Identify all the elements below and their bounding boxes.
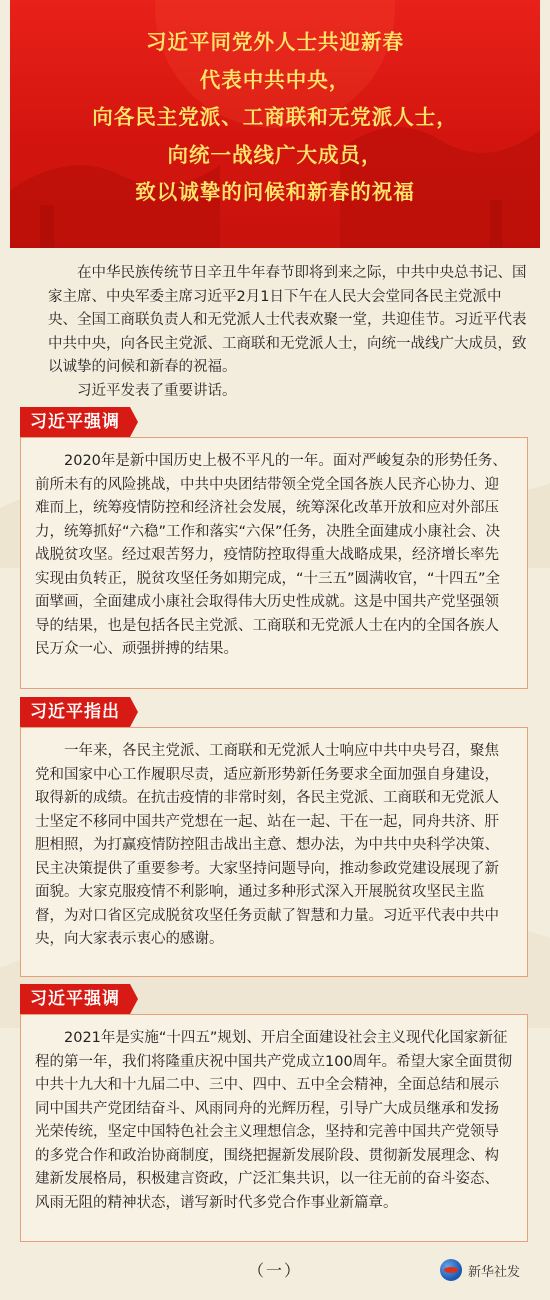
section-paragraph: 一年来，各民主党派、工商联和无党派人士响应中共中央号召，聚焦党和国家中心工作履职尽责，适应新形势新任务要求全面加强自身建设，取得新的成绩。在抗击疫情的非常时刻，各民主党派、工商联和无党派人士坚定不移同中国共产党想在一起、站在一起、干在一起，同舟共济、肝胆相照，为打赢疫情防控阻击战出主意、想办法，为中共中央科学决策、民主决策提供了重要参考。大家坚持问题导向，推动参政党建设展现了新面貌。大家克服疫情不利影响，通过多种形式深入开展脱贫攻坚民主监督，为对口省区完成脱贫攻坚任务贡献了智慧和力量。习近平代表中共中央，向大家表示衷心的感谢。 [35, 743, 499, 947]
section-tag: 习近平强调 [20, 407, 130, 437]
title-line: 向统一战线广大成员， [167, 142, 383, 167]
title-banner [10, 0, 540, 248]
section-box [20, 437, 528, 689]
section-tag: 习近平指出 [20, 697, 130, 727]
intro-text [48, 262, 528, 403]
globe-icon [440, 1259, 462, 1281]
section-box [20, 1014, 528, 1242]
title-line: 致以诚挚的问候和新春的祝福 [135, 180, 415, 204]
section-box [20, 727, 528, 977]
intro-paragraph: 在中华民族传统节日辛丑牛年春节即将到来之际，中共中央总书记、国家主席、中央军委主席习近平2月1日下午在人民大会堂同各民主党派中央、全国工商联负责人和无党派人士代表欢聚一堂，共迎佳节。习近平代表中共中央，向各民主党派、工商联和无党派人士，向统一战线广大成员，致以诚挚的问候和新春的祝福。 [48, 265, 527, 375]
banner-title [10, 24, 540, 212]
brand-label: 新华社发 [468, 1264, 521, 1280]
section-paragraph: 2020年是新中国历史上极不平凡的一年。面对严峻复杂的形势任务、前所未有的风险挑战，中共中央团结带领全党全国各族人民齐心协力、迎难而上，统筹疫情防控和经济社会发展，统筹深化改革开放和应对外部压力，统筹抓好“六稳”工作和落实“六保”任务，决胜全面建成小康社会、决战脱贫攻坚。经过艰苦努力，疫情防控取得重大战略成果，经济增长率先实现由负转正，脱贫攻坚任务如期完成，“十三五”圆满收官，“十四五”全面擘画，全面建成小康社会取得伟大历史性成就。这是中国共产党坚强领导的结果，也是包括各民主党派、工商联和无党派人士在内的全国各族人民万众一心、顽强拼搏的结果。 [35, 453, 507, 657]
title-line: 向各民主党派、工商联和无党派人士， [92, 105, 458, 129]
title-line: 代表中共中央， [199, 67, 351, 92]
xinhua-logo [440, 1258, 520, 1282]
intro-paragraph: 习近平发表了重要讲话。 [77, 382, 237, 399]
page-number: （一） [247, 1261, 302, 1280]
title-line: 习近平同党外人士共迎新春 [146, 30, 404, 54]
section-paragraph: 2021年是实施“十四五”规划、开启全面建设社会主义现代化国家新征程的第一年，我们将隆重庆祝中国共产党成立100周年。希望大家全面贯彻中共十九大和十九届二中、三中、四中、五中全会精神，全面总结和展示同中国共产党团结奋斗、风雨同舟的光辉历程，引导广大成员继承和发扬光荣传统，坚定中国特色社会主义理想信念，坚持和完善中国共产党领导的多党合作和政治协商制度，围绕把握新发展阶段、贯彻新发展理念、构建新发展格局，积极建言资政，广泛汇集共识，以一往无前的奋斗姿态、风雨无阻的精神状态，谱写新时代多党合作事业新篇章。 [35, 1030, 513, 1211]
section-tag: 习近平强调 [20, 984, 130, 1014]
